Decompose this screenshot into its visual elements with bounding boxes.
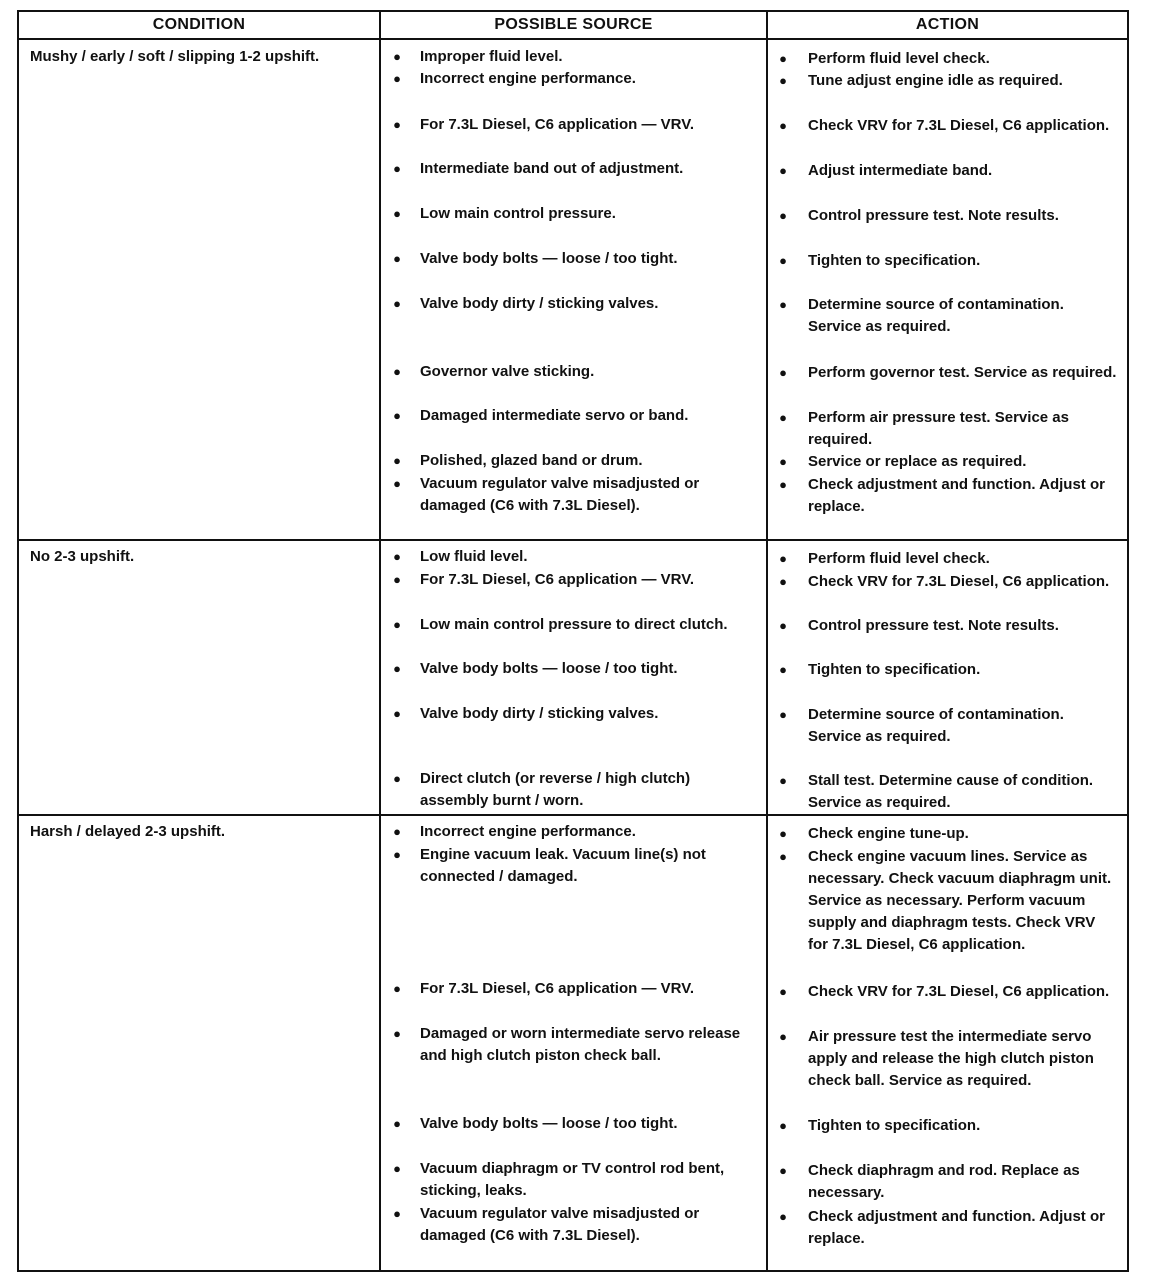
source-item: ● Intermediate band out of adjustment. <box>390 158 750 180</box>
source-item: ● Incorrect engine performance. <box>390 68 750 90</box>
bullet-icon: ● <box>779 118 787 133</box>
action-item: ● Perform fluid level check. <box>776 548 1126 570</box>
bullet-icon: ● <box>393 408 401 423</box>
action-item: ● Tighten to specification. <box>776 1115 1126 1137</box>
bullet-icon: ● <box>393 847 401 862</box>
action-item: ● Determine source of contamination. Service as required. <box>776 294 1126 338</box>
bullet-icon: ● <box>393 364 401 379</box>
bullet-icon: ● <box>393 117 401 132</box>
source-item: ● Direct clutch (or reverse / high clutch) assembly burnt / worn. <box>390 768 750 812</box>
source-item: ● Damaged or worn intermediate servo release and high clutch piston check ball. <box>390 1023 750 1067</box>
source-item: ● Valve body bolts — loose / too tight. <box>390 1113 750 1135</box>
action-item: ● Perform fluid level check. <box>776 48 1126 70</box>
action-item: ● Check adjustment and function. Adjust or replace. <box>776 1206 1126 1250</box>
bullet-icon: ● <box>393 453 401 468</box>
source-item: ● Valve body dirty / sticking valves. <box>390 293 750 315</box>
action-item: ● Stall test. Determine cause of condition. Service as required. <box>776 770 1126 814</box>
bullet-icon: ● <box>393 206 401 221</box>
action-item: ● Air pressure test the intermediate servo apply and release the high clutch piston check ball. Service as required. <box>776 1026 1126 1092</box>
bullet-icon: ● <box>779 773 787 788</box>
source-item: ● For 7.3L Diesel, C6 application — VRV. <box>390 114 750 136</box>
bullet-icon: ● <box>779 1118 787 1133</box>
bullet-icon: ● <box>393 824 401 839</box>
bullet-icon: ● <box>779 826 787 841</box>
bullet-icon: ● <box>779 365 787 380</box>
action-item: ● Determine source of contamination. Service as required. <box>776 704 1126 748</box>
bullet-icon: ● <box>393 1026 401 1041</box>
action-item: ● Check engine tune-up. <box>776 823 1126 845</box>
bullet-icon: ● <box>779 984 787 999</box>
bullet-icon: ● <box>779 477 787 492</box>
bullet-icon: ● <box>393 549 401 564</box>
action-item: ● Perform air pressure test. Service as required. <box>776 407 1126 451</box>
source-item: ● Improper fluid level. <box>390 46 750 68</box>
bullet-icon: ● <box>393 661 401 676</box>
source-item: ● Polished, glazed band or drum. <box>390 450 750 472</box>
source-item: ● For 7.3L Diesel, C6 application — VRV. <box>390 569 750 591</box>
bullet-icon: ● <box>779 1209 787 1224</box>
action-item: ● Adjust intermediate band. <box>776 160 1126 182</box>
condition-cell: Harsh / delayed 2-3 upshift. <box>30 823 226 840</box>
source-item: ● Low main control pressure. <box>390 203 750 225</box>
source-item: ● Governor valve sticking. <box>390 361 750 383</box>
bullet-icon: ● <box>779 574 787 589</box>
bullet-icon: ● <box>779 163 787 178</box>
source-item: ● Valve body bolts — loose / too tight. <box>390 248 750 270</box>
bullet-icon: ● <box>779 297 787 312</box>
source-item: ● Low fluid level. <box>390 546 750 568</box>
action-item: ● Tune adjust engine idle as required. <box>776 70 1126 92</box>
source-item: ● Incorrect engine performance. <box>390 821 750 843</box>
bullet-icon: ● <box>779 662 787 677</box>
source-item: ● Vacuum regulator valve misadjusted or damaged (C6 with 7.3L Diesel). <box>390 473 750 517</box>
bullet-icon: ● <box>779 253 787 268</box>
action-item: ● Perform governor test. Service as required. <box>776 362 1126 384</box>
action-item: ● Check VRV for 7.3L Diesel, C6 application. <box>776 981 1126 1003</box>
bullet-icon: ● <box>393 1206 401 1221</box>
header-possible-source: POSSIBLE SOURCE <box>494 16 653 33</box>
action-item: ● Service or replace as required. <box>776 451 1126 473</box>
row-divider <box>17 539 1129 541</box>
header-action: ACTION <box>915 16 980 33</box>
bullet-icon: ● <box>393 49 401 64</box>
action-item: ● Check VRV for 7.3L Diesel, C6 application. <box>776 571 1126 593</box>
bullet-icon: ● <box>393 296 401 311</box>
bullet-icon: ● <box>393 981 401 996</box>
bullet-icon: ● <box>779 51 787 66</box>
bullet-icon: ● <box>393 706 401 721</box>
source-item: ● Vacuum diaphragm or TV control rod bent, sticking, leaks. <box>390 1158 750 1202</box>
bullet-icon: ● <box>779 551 787 566</box>
bullet-icon: ● <box>779 1163 787 1178</box>
header-condition: CONDITION <box>152 16 246 33</box>
source-item: ● Vacuum regulator valve misadjusted or damaged (C6 with 7.3L Diesel). <box>390 1203 750 1247</box>
bullet-icon: ● <box>393 71 401 86</box>
bullet-icon: ● <box>779 454 787 469</box>
bullet-icon: ● <box>393 1116 401 1131</box>
bullet-icon: ● <box>393 771 401 786</box>
bullet-icon: ● <box>393 161 401 176</box>
bullet-icon: ● <box>779 73 787 88</box>
bullet-icon: ● <box>393 1161 401 1176</box>
bullet-icon: ● <box>393 572 401 587</box>
condition-cell: Mushy / early / soft / slipping 1-2 upshift. <box>30 48 320 65</box>
row-divider <box>17 814 1129 816</box>
bullet-icon: ● <box>779 618 787 633</box>
source-item: ● Damaged intermediate servo or band. <box>390 405 750 427</box>
source-item: ● Low main control pressure to direct clutch. <box>390 614 750 636</box>
column-divider <box>766 10 768 1272</box>
bullet-icon: ● <box>779 208 787 223</box>
action-item: ● Check diaphragm and rod. Replace as necessary. <box>776 1160 1126 1204</box>
bullet-icon: ● <box>779 1029 787 1044</box>
source-item: ● Valve body bolts — loose / too tight. <box>390 658 750 680</box>
column-divider <box>379 10 381 1272</box>
source-item: ● Valve body dirty / sticking valves. <box>390 703 750 725</box>
bullet-icon: ● <box>393 251 401 266</box>
action-item: ● Tighten to specification. <box>776 659 1126 681</box>
action-item: ● Check adjustment and function. Adjust or replace. <box>776 474 1126 518</box>
source-item: ● Engine vacuum leak. Vacuum line(s) not connected / damaged. <box>390 844 750 888</box>
action-item: ● Check engine vacuum lines. Service as necessary. Check vacuum diaphragm unit. Service as necessary. Perform vacuum supply and diaphragm tests. Check VRV for 7.3L Diesel, C6 application. <box>776 846 1126 956</box>
bullet-icon: ● <box>779 849 787 864</box>
bullet-icon: ● <box>393 617 401 632</box>
condition-cell: No 2-3 upshift. <box>30 548 135 565</box>
source-item: ● For 7.3L Diesel, C6 application — VRV. <box>390 978 750 1000</box>
action-item: ● Check VRV for 7.3L Diesel, C6 application. <box>776 115 1126 137</box>
bullet-icon: ● <box>779 410 787 425</box>
header-divider <box>17 38 1129 40</box>
action-item: ● Tighten to specification. <box>776 250 1126 272</box>
action-item: ● Control pressure test. Note results. <box>776 615 1126 637</box>
action-item: ● Control pressure test. Note results. <box>776 205 1126 227</box>
bullet-icon: ● <box>393 476 401 491</box>
bullet-icon: ● <box>779 707 787 722</box>
